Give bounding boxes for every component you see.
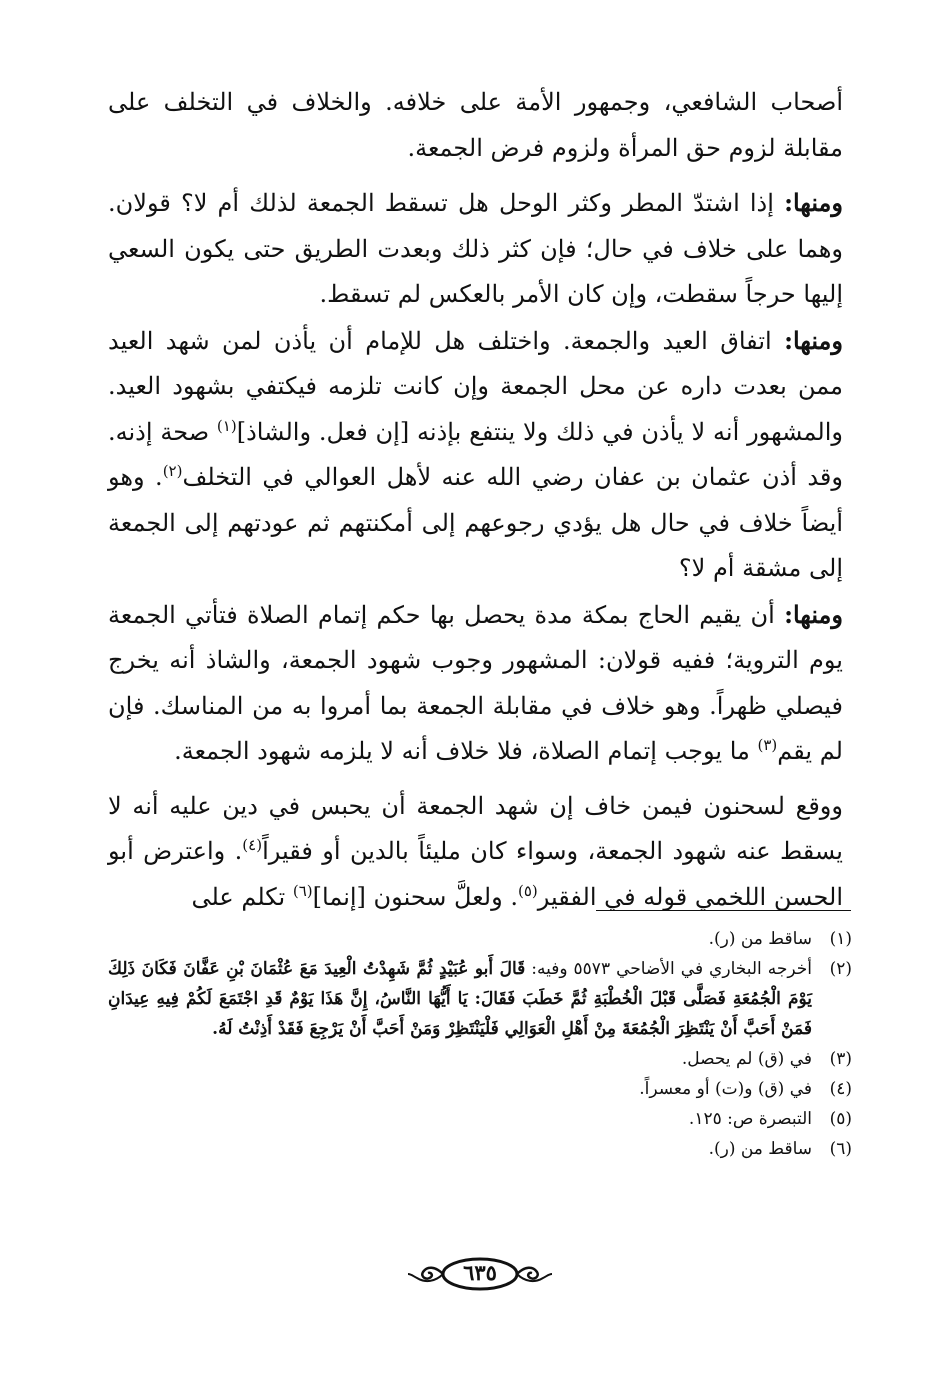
paragraph-lead: ومنها:: [784, 188, 843, 217]
footnote-number: (٤): [829, 1079, 852, 1099]
footnote-text: في (ق) لم يحصل.: [681, 1049, 812, 1069]
footnote-ref: (١): [216, 416, 237, 435]
paragraph-1: [108, 80, 843, 171]
hadith-quote: قَالَ أَبو عُبَيْدٍ ثُمَّ شَهِدْتُ الْعِيدَ مَعَ عُثْمَانَ بْنِ عَفَّانَ فَكَانَ ذَلِكَ يَوْمَ الْجُمُعَةِ فَصَلَّى قَبْلَ الْخُطْبَةِ ثُمَّ خَطَبَ فَقَالَ: يَا أَيُّهَا النَّاسُ، إِنَّ هَذَا يَوْمٌ قَدِ اجْتَمَعَ لَكُمْ فِيهِ عِيدَانِ فَمَنْ أَحَبَّ أَنْ يَنْتَظِرَ الْجُمُعَةَ مِنْ أَهْلِ الْعَوَالِي فَلْيَنْتَظِرْ وَمَنْ أَحَبَّ أَنْ يَرْجِعَ فَقَدْ أَذِنْتُ لَهُ.: [108, 959, 812, 1039]
footnote-number: (٥): [829, 1109, 852, 1129]
footnote-4: [108, 1074, 852, 1104]
footnote-ref: (٦): [292, 881, 313, 900]
paragraph-text: . واعترض أبو الحسن اللخمي قوله في الفقير: [108, 837, 843, 911]
page-number-ornament: [405, 1252, 555, 1296]
footnote-6: [108, 1134, 852, 1164]
paragraph-text: إذا اشتدّ المطر وكثر الوحل هل تسقط الجمعة لذلك أم لا؟ قولان. وهما على خلاف في حال؛ فإن كثر ذلك وبعدت الطريق حتى يكون السعي إليها حرجاً سقطت، وإن كان الأمر بالعكس لم تسقط.: [108, 189, 843, 308]
footnote-number: (١): [829, 929, 852, 949]
paragraph-text: اتفاق العيد والجمعة. واختلف هل للإمام أن يأذن لمن شهد العيد ممن بعدت داره عن محل الجمعة وإن كانت تلزمه فيكتفي بشهود العيد. والمشهور أنه لا يأذن في ذلك ولا ينتفع بإذنه [إن فعل. والشاذ]: [108, 326, 844, 446]
paragraph-lead: ومنها:: [784, 325, 843, 355]
paragraph-text: أن يقيم الحاج بمكة مدة يحصل بها حكم إتمام الصلاة فتأتي الجمعة يوم التروية؛ ففيه قولان: المشهور وجوب شهود الجمعة، والشاذ أنه يخرج فيصلي ظهراً. وهو خلاف في مقابلة الجمعة بما أمروا به من المناسك. فإن لم يقم: [108, 600, 843, 765]
paragraph-5: [108, 784, 843, 921]
footnote-text: التبصرة ص: ١٢٥.: [688, 1109, 812, 1129]
paragraph-4: [108, 592, 843, 775]
page-number: ٦٣٥: [463, 1260, 497, 1285]
footnote-ref: (٤): [242, 836, 263, 854]
footnote-divider: [596, 910, 851, 911]
footnote-3: [108, 1044, 852, 1074]
footnote-2: [108, 954, 852, 1044]
footnote-number: (٦): [829, 1139, 852, 1159]
footnote-ref: (٢): [162, 462, 183, 480]
footnote-text: ساقط من (ر).: [708, 929, 812, 949]
paragraph-text: . وهو أيضاً خلاف في حال هل يؤدي رجوعهم إلى أمكنتهم ثم عودتهم إلى الجمعة إلى مشقة أم لا؟: [108, 463, 843, 582]
paragraph-text: ووقع لسحنون فيمن خاف إن شهد الجمعة أن يحبس في دين عليه أنه لا يسقط عنه شهود الجمعة، وسواء كان مليئاً بالدين أو فقيراً: [108, 791, 843, 865]
footnote-ref: (٣): [757, 736, 778, 754]
paragraph-text: تكلم على: [191, 882, 293, 911]
footnote-source: أخرجه البخاري في الأضاحي ٥٥٧٣ وفيه:: [525, 959, 812, 979]
paragraph-text: صحة إذنه. وقد أذن عثمان بن عفان رضي الله عنه لأهل العوالي في التخلف: [108, 417, 843, 491]
paragraph-text: ما يوجب إتمام الصلاة، فلا خلاف أنه لا يلزمه شهود الجمعة.: [174, 737, 758, 765]
footnote-number: (٢): [829, 959, 852, 979]
footnote-text: في (ق) و(ت) أو معسراً.: [639, 1079, 812, 1099]
paragraph-3: [108, 318, 843, 592]
footnote-1: [108, 924, 852, 954]
paragraph-text: . ولعلَّ سحنون [إنما]: [312, 882, 518, 911]
paragraph-2: [108, 180, 843, 318]
footnote-5: [108, 1104, 852, 1134]
footnote-number: (٣): [829, 1049, 852, 1069]
footnote-ref: (٥): [517, 881, 538, 900]
footnotes: [108, 924, 852, 1164]
footnote-text: [108, 954, 812, 1044]
paragraph-lead: ومنها:: [784, 599, 843, 629]
main-text: [108, 80, 843, 920]
footnote-text: ساقط من (ر).: [708, 1139, 812, 1159]
paragraph-text: أصحاب الشافعي، وجمهور الأمة على خلافه. والخلاف في التخلف على مقابلة لزوم حق المرأة ولزوم فرض الجمعة.: [108, 88, 843, 162]
